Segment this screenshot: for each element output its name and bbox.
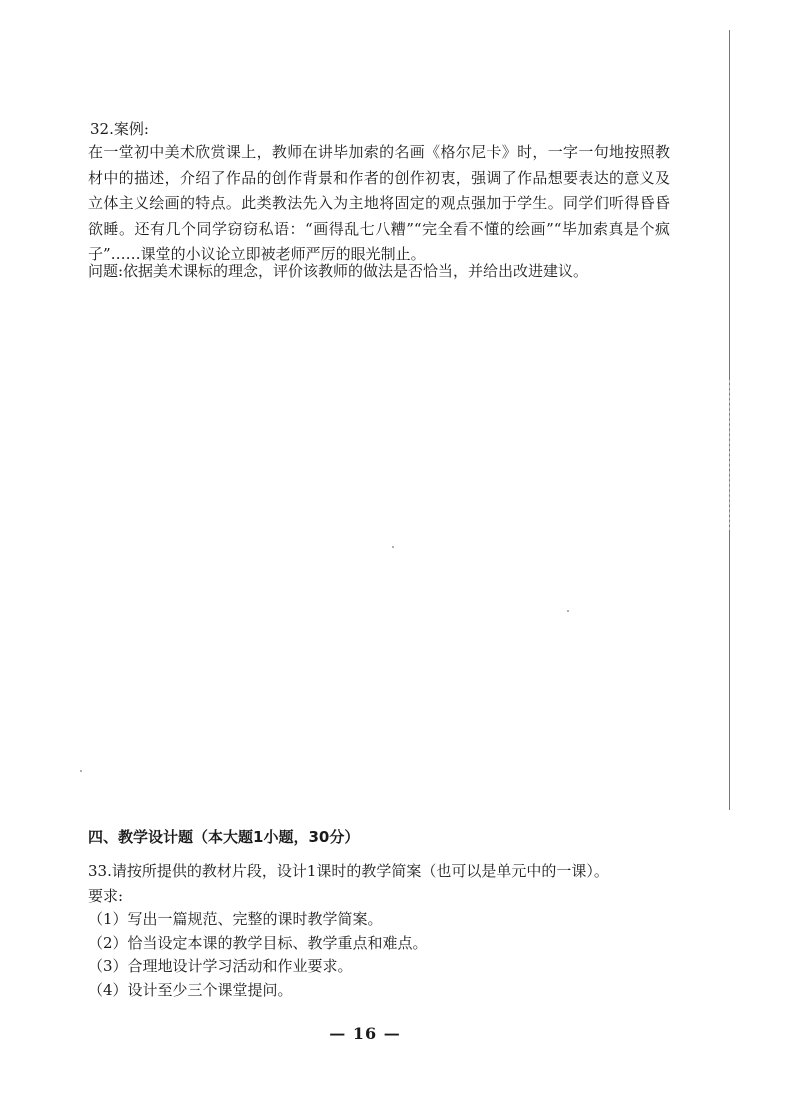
requirement-item: （4）设计至少三个课堂提问。 <box>88 980 293 999</box>
scan-speck <box>80 770 82 772</box>
requirements-list <box>88 908 428 1002</box>
requirement-item: （1）写出一篇规范、完整的课时教学简案。 <box>88 910 383 928</box>
scan-speck <box>567 610 569 612</box>
case-number-label: 32.案例: <box>90 120 149 138</box>
case-question: 问题:依据美术课标的理念，评价该教师的做法是否恰当，并给出改进建议。 <box>88 262 589 280</box>
binding-margin-dashed-line <box>729 380 730 530</box>
q33-prompt: 33.请按所提供的教材片段，设计1课时的教学简案（也可以是单元中的一课）。 <box>88 862 609 880</box>
requirements-label: 要求: <box>88 887 124 905</box>
requirement-item: （2）恰当设定本课的教学目标、教学重点和难点。 <box>88 933 428 952</box>
case-body-text: 在一堂初中美术欣赏课上，教师在讲毕加索的名画《格尔尼卡》时，一字一句地按照教材中的描述，介绍了作品的创作背景和作者的创作初衷，强调了作品想要表达的意义及立体主义绘画的特点。此类教法先入为主地将固定的观点强加于学生。同学们听得昏昏欲睡。还有几个同学窃窃私语：“画得乱七八糟”“完全看不懂的绘画”“毕加索真是个疯子”……课堂的小议论立即被老师严厉的眼光制止。 <box>88 143 670 263</box>
scan-speck <box>392 546 394 548</box>
requirement-item: （3）合理地设计学习活动和作业要求。 <box>88 957 353 975</box>
page-number: — 16 — <box>329 1024 401 1043</box>
section-title: 四、教学设计题（本大题1小题，30分） <box>88 828 360 846</box>
